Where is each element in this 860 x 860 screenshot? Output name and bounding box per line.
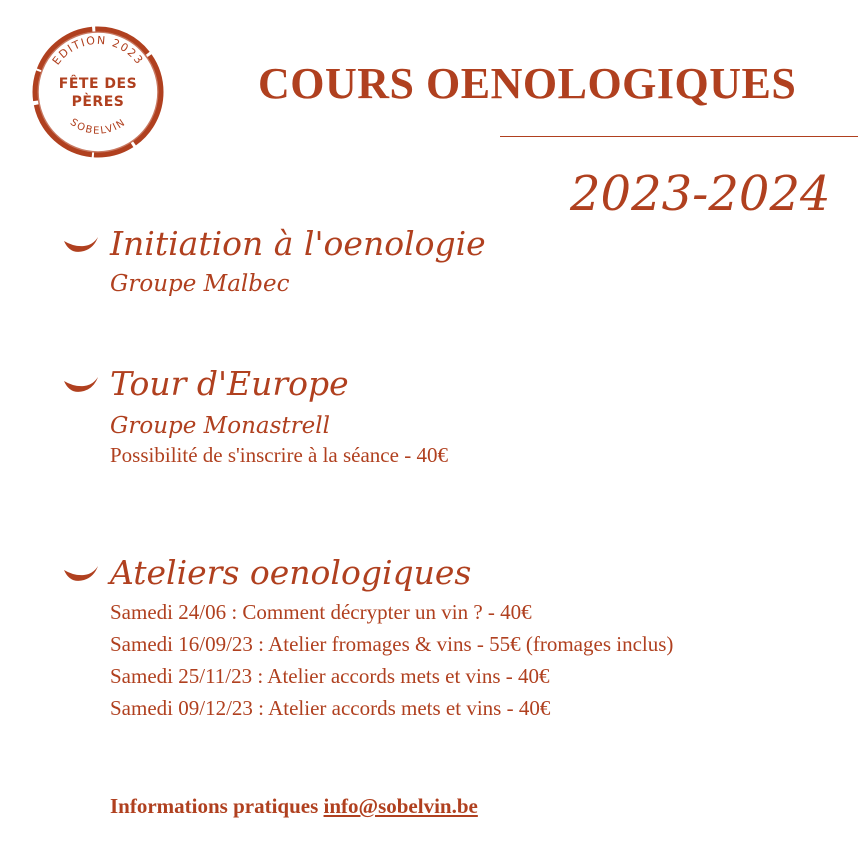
section-title: Ateliers oenologiques bbox=[110, 553, 472, 592]
atelier-item: Samedi 24/06 : Comment décrypter un vin ? - 40€ bbox=[110, 600, 532, 624]
wine-swirl-icon bbox=[62, 371, 102, 397]
course-section-tour-europe bbox=[62, 364, 448, 468]
atelier-item: Samedi 25/11/23 : Atelier accords mets et vins - 40€ bbox=[110, 664, 550, 688]
group-name: Groupe Malbec bbox=[110, 271, 290, 297]
atelier-item: Samedi 09/12/23 : Atelier accords mets et vins - 40€ bbox=[110, 696, 551, 720]
edition-stamp-logo bbox=[28, 22, 168, 162]
registration-note: Possibilité de s'inscrire à la séance - 40€ bbox=[110, 443, 448, 467]
course-section-ateliers bbox=[62, 553, 673, 724]
wine-swirl-icon bbox=[62, 231, 102, 257]
group-name: Groupe Monastrell bbox=[110, 413, 330, 439]
atelier-item: Samedi 16/09/23 : Atelier fromages & vins - 55€ (fromages inclus) bbox=[110, 632, 674, 656]
section-title: Initiation à l'oenologie bbox=[110, 224, 486, 263]
stamp-line1: FÊTE DES bbox=[58, 76, 138, 92]
practical-info-label: Informations pratiques bbox=[110, 794, 319, 818]
practical-info bbox=[110, 794, 478, 819]
section-title: Tour d'Europe bbox=[110, 364, 349, 403]
wine-swirl-icon bbox=[62, 560, 102, 586]
stamp-bottom-text: SOBELVIN bbox=[67, 116, 129, 137]
contact-email-link[interactable]: info@sobelvin.be bbox=[323, 794, 478, 818]
page-title: COURS OENOLOGIQUES bbox=[258, 59, 797, 108]
stamp-top-text: EDITION 2023 bbox=[49, 33, 147, 68]
season-years: 2023-2024 bbox=[570, 166, 831, 222]
stamp-line2: PÈRES bbox=[71, 94, 125, 110]
title-divider bbox=[500, 136, 858, 137]
course-section-initiation bbox=[62, 224, 486, 297]
